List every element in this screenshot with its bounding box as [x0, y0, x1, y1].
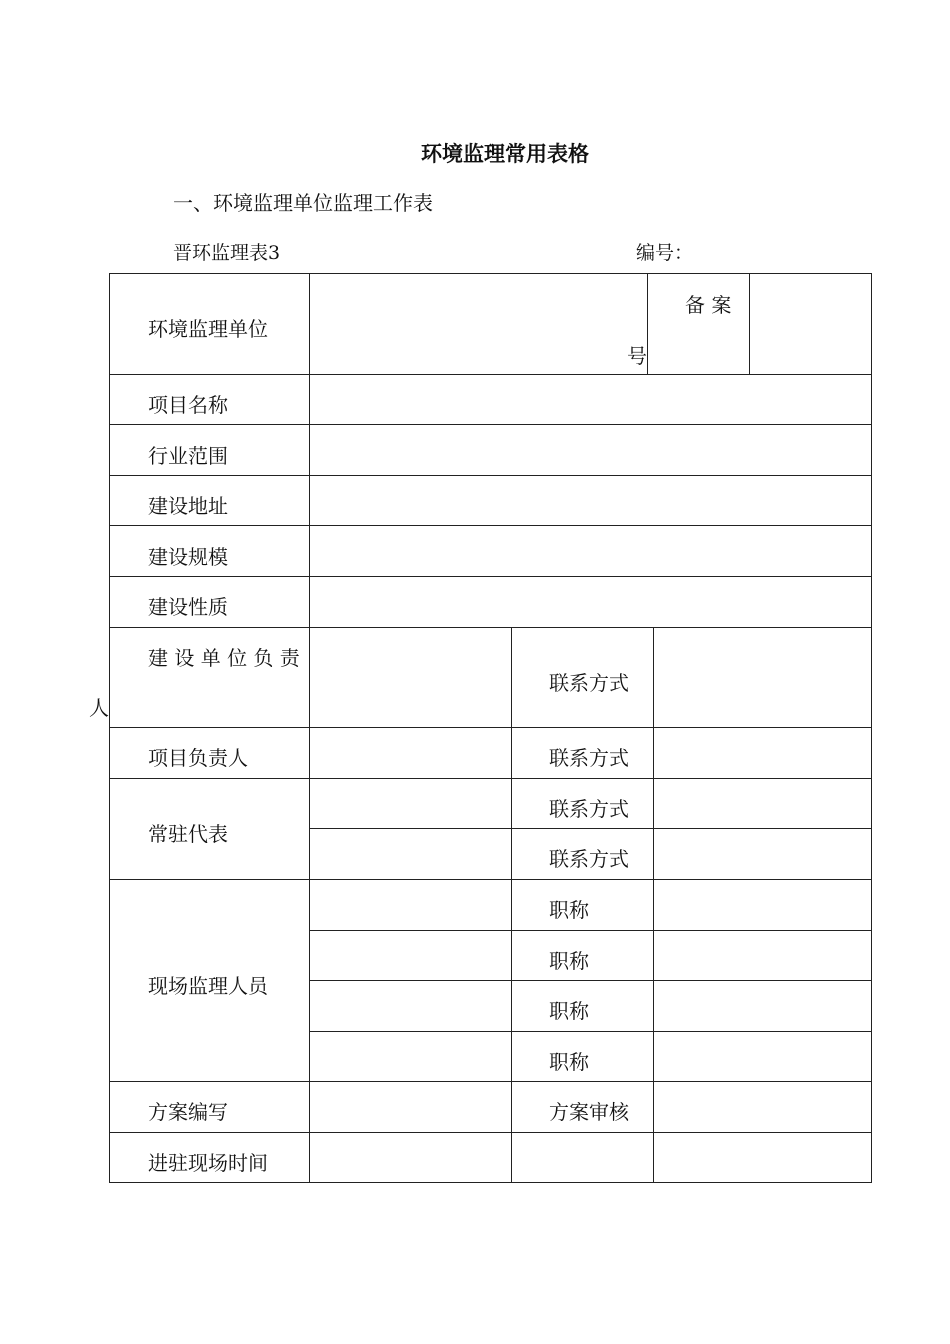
site-staff-label: 现场监理人员	[148, 974, 268, 998]
owner-lead-label: 建 设 单 位 负 责	[148, 646, 300, 670]
table-rule	[109, 727, 872, 728]
table-rule	[511, 778, 512, 1182]
table-rule	[109, 879, 872, 880]
table-rule	[109, 1081, 872, 1082]
table-rule	[109, 374, 872, 375]
table-rule	[109, 576, 872, 577]
record-label-top: 备 案	[685, 293, 732, 317]
section-heading: 一、环境监理单位监理工作表	[173, 191, 433, 215]
owner-lead-label-wrap: 人	[89, 696, 109, 720]
construction-nature-label: 建设性质	[148, 595, 228, 619]
resident-rep-label: 常驻代表	[148, 822, 228, 846]
title-rank-label: 职称	[549, 1050, 589, 1074]
plan-writing-label: 方案编写	[148, 1100, 228, 1124]
table-rule	[109, 475, 872, 476]
table-rule	[109, 1182, 872, 1183]
industry-scope-label: 行业范围	[148, 444, 228, 468]
table-rule	[511, 627, 512, 778]
project-name-label: 项目名称	[148, 393, 228, 417]
plan-review-label: 方案审核	[549, 1100, 629, 1124]
table-rule	[309, 980, 872, 981]
construction-scale-label: 建设规模	[148, 545, 228, 569]
form-number: 晋环监理表3	[173, 242, 281, 264]
title-rank-label: 职称	[549, 898, 589, 922]
contact-label: 联系方式	[549, 797, 629, 821]
serial-number-label: 编号：	[636, 242, 694, 264]
table-rule	[871, 273, 872, 1183]
contact-label: 联系方式	[549, 746, 629, 770]
project-lead-label: 项目负责人	[148, 746, 248, 770]
table-rule	[309, 930, 872, 931]
contact-label: 联系方式	[549, 671, 629, 695]
unit-label: 环境监理单位	[148, 317, 268, 341]
table-rule	[109, 627, 872, 628]
table-rule	[109, 273, 872, 274]
construction-address-label: 建设地址	[148, 494, 228, 518]
table-rule	[309, 273, 310, 1183]
title-rank-label: 职称	[549, 999, 589, 1023]
table-rule	[109, 273, 110, 1183]
table-rule	[309, 1031, 872, 1032]
table-rule	[109, 525, 872, 526]
contact-label: 联系方式	[549, 847, 629, 871]
entry-time-label: 进驻现场时间	[148, 1151, 268, 1175]
table-rule	[653, 778, 654, 1182]
table-rule	[109, 778, 872, 779]
table-rule	[653, 627, 654, 778]
table-rule	[309, 828, 872, 829]
table-rule	[647, 273, 648, 374]
record-label-bottom: 号	[627, 344, 647, 368]
page-title: 环境监理常用表格	[421, 141, 589, 166]
table-rule	[109, 1132, 872, 1133]
table-rule	[109, 424, 872, 425]
table-rule	[749, 273, 750, 374]
title-rank-label: 职称	[549, 949, 589, 973]
